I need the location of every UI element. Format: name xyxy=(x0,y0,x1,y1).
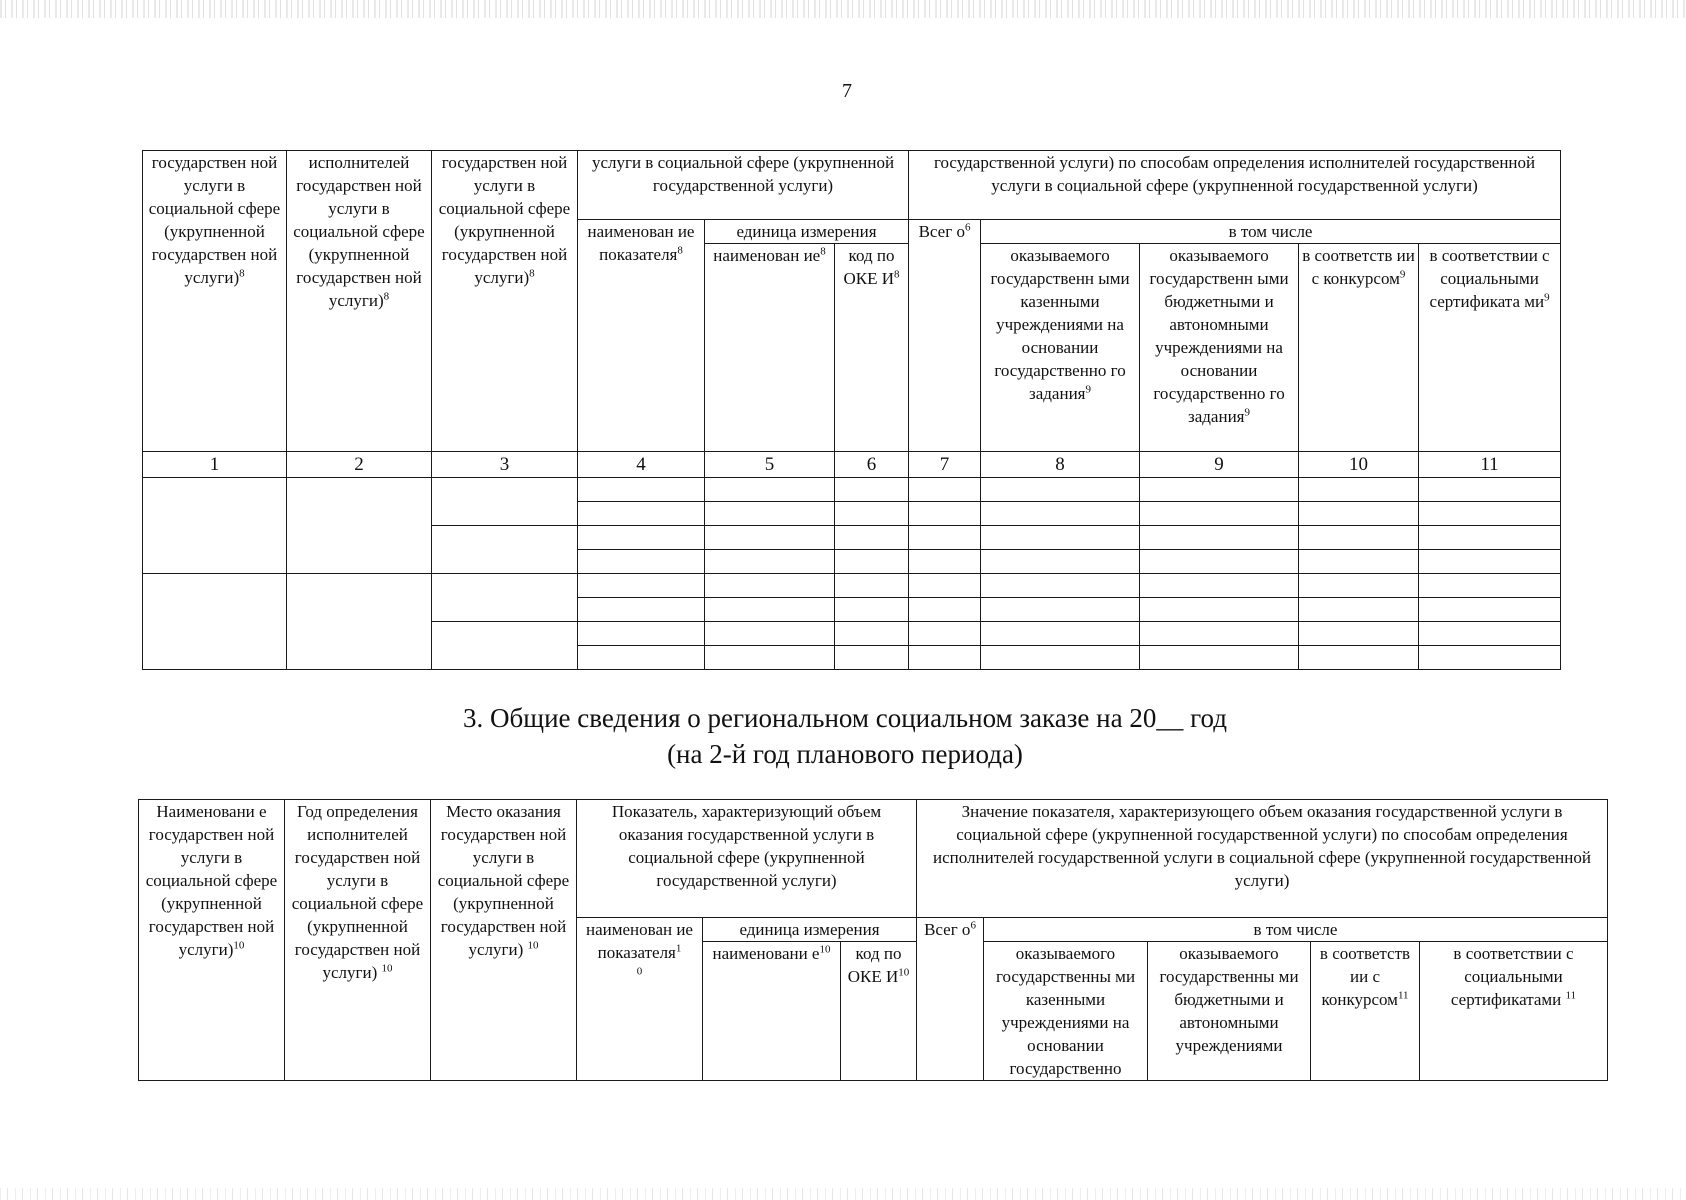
header-indicator-name: наименован ие показателя$^8$ xyxy=(578,220,705,452)
blank-cell xyxy=(909,526,981,550)
header-total: Всег $о^6$ xyxy=(909,220,981,452)
blank-cell xyxy=(981,550,1140,574)
column-number: 2 xyxy=(287,452,432,478)
blank-cell xyxy=(705,598,835,622)
header-value-group: Значение показателя, характеризующего объем оказания государственной услуги в социальной сфере (укрупненной государственной услуги) по способам определения исполнителей государственной услуги в социальной сфере (укрупненной государственной услуги) xyxy=(917,800,1608,918)
header-budget-institutions: оказываемого государственн ыми бюджетными и автономными учреждениями на основании государственно го задания$^9$ xyxy=(1140,244,1299,452)
blank-cell xyxy=(1419,550,1561,574)
header-unit-group: единица измерения xyxy=(705,220,909,244)
social-order-table-continued xyxy=(142,150,1561,670)
header-indicator-name: наименован ие показателя$^1$ $^0$ xyxy=(577,918,703,1081)
blank-cell xyxy=(909,598,981,622)
column-number: 9 xyxy=(1140,452,1299,478)
blank-cell xyxy=(835,598,909,622)
section-3-title xyxy=(300,700,1390,772)
blank-cell xyxy=(981,502,1140,526)
header-indicator-group: услуги в социальной сфере (укрупненной государственной услуги) xyxy=(578,151,909,220)
blank-cell xyxy=(1419,478,1561,502)
blank-cell xyxy=(578,646,705,670)
blank-cell xyxy=(705,646,835,670)
blank-cell xyxy=(981,478,1140,502)
blank-cell xyxy=(578,622,705,646)
blank-cell xyxy=(835,646,909,670)
blank-cell xyxy=(1299,550,1419,574)
blank-cell xyxy=(1419,598,1561,622)
blank-cell xyxy=(835,502,909,526)
column-number: 10 xyxy=(1299,452,1419,478)
blank-cell xyxy=(1140,574,1299,598)
header-unit-group: единица измерения xyxy=(703,918,917,942)
column-number: 11 xyxy=(1419,452,1561,478)
blank-cell xyxy=(287,478,432,574)
blank-cell xyxy=(981,574,1140,598)
header-social-certificates: в соответствии с социальными сертификатами $^{11}$ xyxy=(1420,942,1608,1081)
blank-cell xyxy=(143,574,287,670)
blank-cell xyxy=(578,478,705,502)
blank-cell xyxy=(1419,574,1561,598)
blank-cell xyxy=(981,526,1140,550)
header-unit-name: наименовани $е^{10}$ xyxy=(703,942,841,1081)
blank-cell xyxy=(909,478,981,502)
table-row xyxy=(143,478,1561,502)
blank-cell xyxy=(432,622,578,670)
header-budget-institutions: оказываемого государственны ми бюджетными и автономными учреждениями xyxy=(1148,942,1311,1081)
blank-cell xyxy=(1140,478,1299,502)
blank-cell xyxy=(835,526,909,550)
table-row xyxy=(143,574,1561,598)
scan-edge-bottom xyxy=(0,1188,1686,1200)
blank-cell xyxy=(578,574,705,598)
blank-cell xyxy=(1299,502,1419,526)
header-unit-code: код по ОКЕ $И^8$ xyxy=(835,244,909,452)
blank-cell xyxy=(909,622,981,646)
blank-cell xyxy=(1419,502,1561,526)
blank-cell xyxy=(1140,622,1299,646)
blank-cell xyxy=(578,526,705,550)
header-including: в том числе xyxy=(981,220,1561,244)
column-number: 5 xyxy=(705,452,835,478)
blank-cell xyxy=(1299,598,1419,622)
blank-cell xyxy=(1299,622,1419,646)
header-social-certificates: в соответствии с социальными сертификата $ми^9$ xyxy=(1419,244,1561,452)
blank-cell xyxy=(835,574,909,598)
blank-cell xyxy=(1299,574,1419,598)
blank-cell xyxy=(1140,550,1299,574)
column-number: 1 xyxy=(143,452,287,478)
blank-cell xyxy=(909,574,981,598)
blank-cell xyxy=(705,622,835,646)
header-service-name: Наименовани е государствен ной услуги в социальной сфере (укрупненной государствен ной услуги)$^{10}$ xyxy=(139,800,285,1081)
header-unit-code: код по ОКЕ $И^{10}$ xyxy=(841,942,917,1081)
blank-cell xyxy=(432,526,578,574)
blank-cell xyxy=(1299,526,1419,550)
page-number: 7 xyxy=(842,80,852,102)
blank-cell xyxy=(578,550,705,574)
blank-cell xyxy=(705,526,835,550)
blank-cell xyxy=(432,478,578,526)
blank-cell xyxy=(705,550,835,574)
blank-cell xyxy=(1419,526,1561,550)
column-number: 6 xyxy=(835,452,909,478)
blank-cell xyxy=(1299,478,1419,502)
column-number: 3 xyxy=(432,452,578,478)
header-total: Всег $о^6$ xyxy=(917,918,984,1081)
blank-cell xyxy=(1140,502,1299,526)
column-number: 7 xyxy=(909,452,981,478)
header-unit-name: наименован $ие^8$ xyxy=(705,244,835,452)
header-executor-year: исполнителей государствен ной услуги в социальной сфере (укрупненной государствен ной услуги)$^8$ xyxy=(287,151,432,452)
blank-cell xyxy=(1140,526,1299,550)
column-number: 4 xyxy=(578,452,705,478)
header-competition: в соответств ии с конкурсом$^{11}$ xyxy=(1311,942,1420,1081)
blank-cell xyxy=(705,502,835,526)
header-indicator-group: Показатель, характеризующий объем оказания государственной услуги в социальной сфере (укрупненной государственной услуги) xyxy=(577,800,917,918)
section-title-line: 3. Общие сведения о региональном социальном заказе на 20__ год xyxy=(463,703,1227,733)
blank-cell xyxy=(1140,646,1299,670)
header-value-group: государственной услуги) по способам определения исполнителей государственной услуги в социальной сфере (укрупненной государственной услуги) xyxy=(909,151,1561,220)
header-service-place: Место оказания государствен ной услуги в социальной сфере (укрупненной государствен ной услуги) $^{10}$ xyxy=(431,800,577,1081)
blank-cell xyxy=(705,478,835,502)
blank-cell xyxy=(578,502,705,526)
header-competition: в соответств ии с конкурсом$^9$ xyxy=(1299,244,1419,452)
blank-cell xyxy=(1419,646,1561,670)
blank-cell xyxy=(578,598,705,622)
column-number-row xyxy=(143,452,1561,478)
header-state-institutions: оказываемого государственны ми казенными учреждениями на основании государственно xyxy=(984,942,1148,1081)
blank-cell xyxy=(909,502,981,526)
header-executor-year: Год определения исполнителей государствен ной услуги в социальной сфере (укрупненной государствен ной услуги) $^{10}$ xyxy=(285,800,431,1081)
blank-cell xyxy=(705,574,835,598)
social-order-table-year-2 xyxy=(138,799,1608,1081)
blank-cell xyxy=(981,622,1140,646)
blank-cell xyxy=(981,646,1140,670)
blank-cell xyxy=(835,622,909,646)
blank-cell xyxy=(835,478,909,502)
blank-cell xyxy=(432,574,578,622)
blank-cell xyxy=(1299,646,1419,670)
header-service-place: государствен ной услуги в социальной сфере (укрупненной государствен ной услуги)$^8$ xyxy=(432,151,578,452)
header-including: в том числе xyxy=(984,918,1608,942)
section-subtitle-line: (на 2-й год планового периода) xyxy=(667,739,1023,769)
blank-cell xyxy=(1419,622,1561,646)
blank-cell xyxy=(981,598,1140,622)
scan-edge-top xyxy=(0,0,1686,18)
header-service-name: государствен ной услуги в социальной сфере (укрупненной государствен ной услуги)$^8$ xyxy=(143,151,287,452)
header-state-institutions: оказываемого государственн ыми казенными учреждениями на основании государственно го задания$^9$ xyxy=(981,244,1140,452)
blank-cell xyxy=(909,646,981,670)
blank-cell xyxy=(909,550,981,574)
column-number: 8 xyxy=(981,452,1140,478)
blank-cell xyxy=(143,478,287,574)
blank-cell xyxy=(835,550,909,574)
blank-cell xyxy=(287,574,432,670)
blank-cell xyxy=(1140,598,1299,622)
